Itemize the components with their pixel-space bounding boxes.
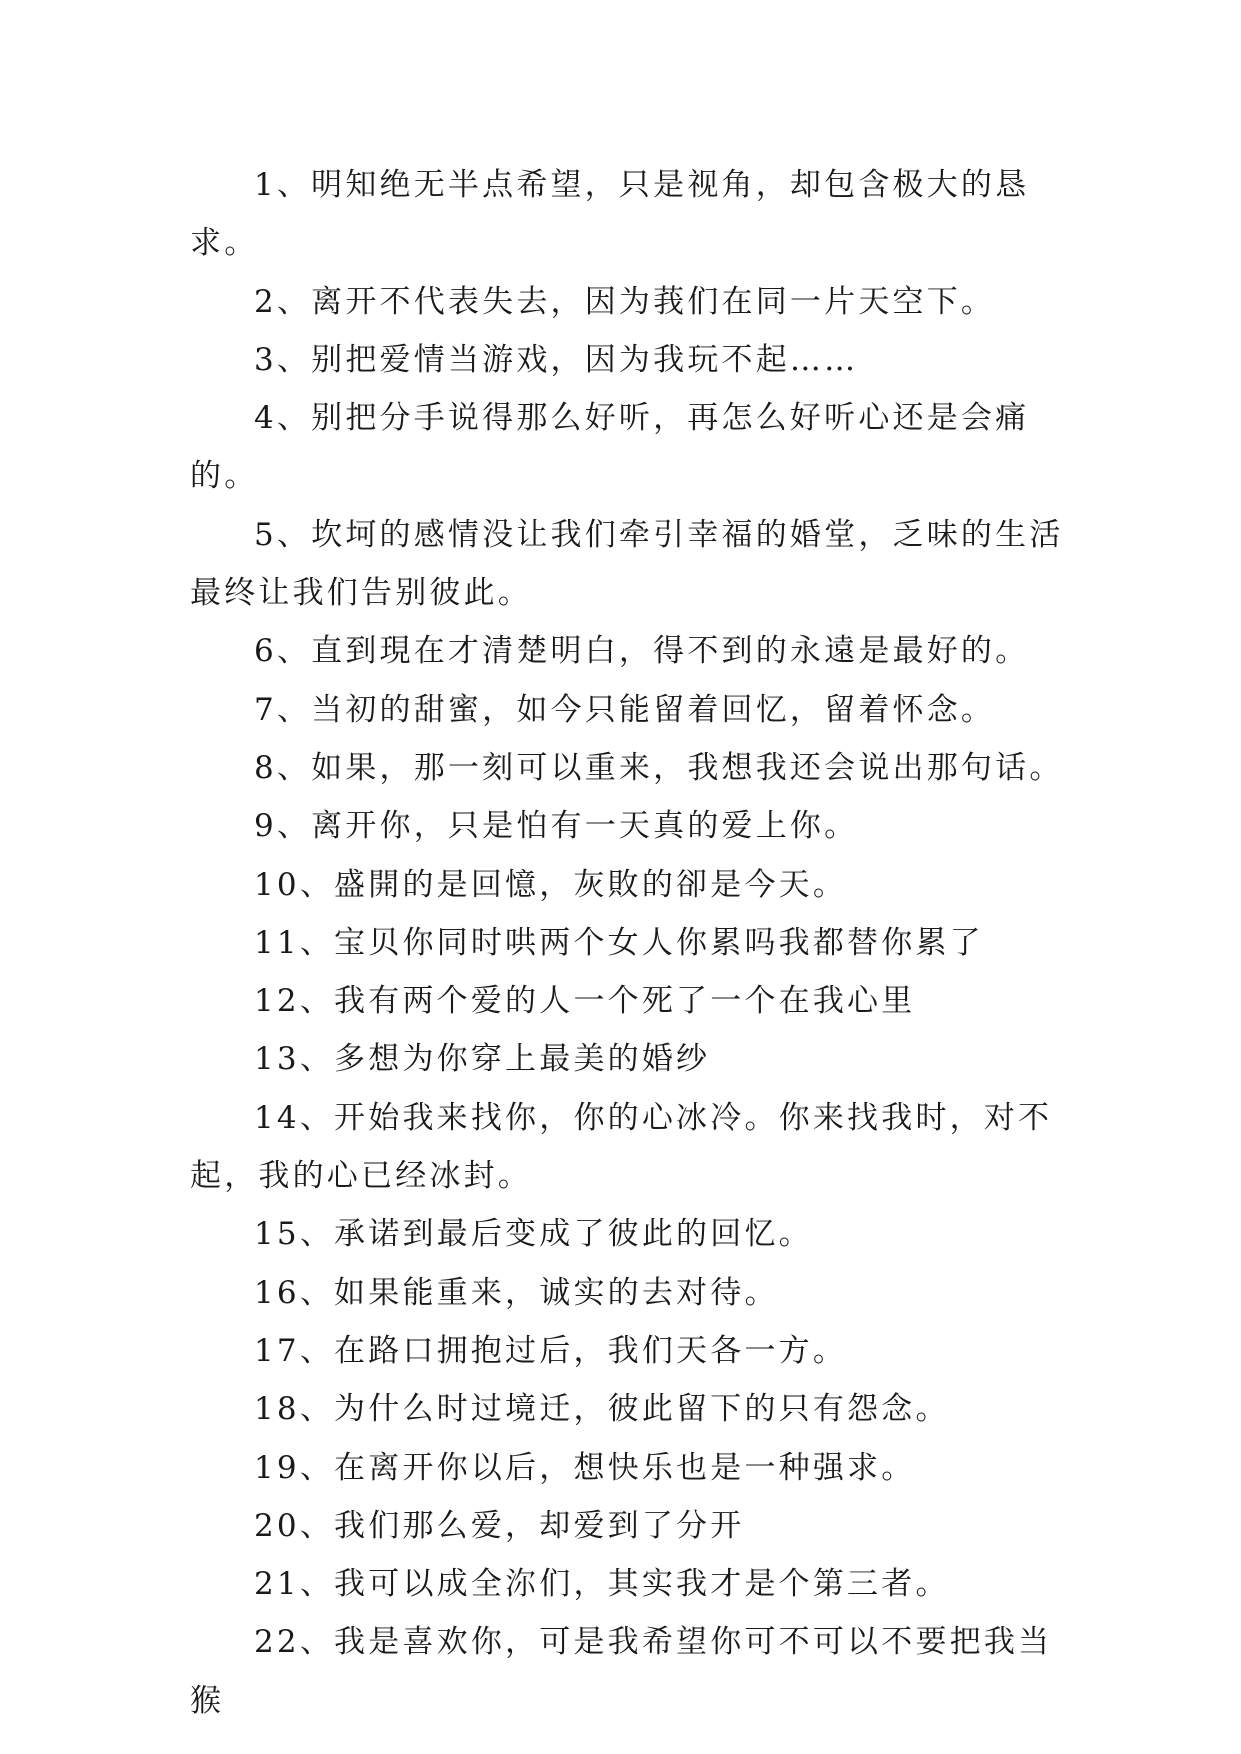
paragraph-4: 4、别把分手说得那么好听，再怎么好听心还是会痛的。 <box>190 400 1030 495</box>
paragraph-10: 10、盛開的是回憶，灰敗的卻是今天。 <box>254 866 848 903</box>
paragraph-19: 19、在离开你以后，想快乐也是一种强求。 <box>254 1449 916 1486</box>
paragraph-11: 11、宝贝你同时哄两个女人你累吗我都替你累了 <box>254 924 984 961</box>
paragraph-8: 8、如果，那一刻可以重来，我想我还会说出那句话。 <box>254 749 1064 786</box>
paragraph-9: 9、离开你，只是怕有一天真的爱上你。 <box>254 808 859 845</box>
paragraph-22: 22、我是喜欢你，可是我希望你可不可以不要把我当猴 <box>190 1624 1053 1719</box>
paragraph-7: 7、当初的甜蜜，如今只能留着回忆，留着怀念。 <box>254 691 996 728</box>
paragraph-21: 21、我可以成全沵们，其实我才是个第三者。 <box>254 1566 950 1603</box>
paragraph-17: 17、在路口拥抱过后，我们天各一方。 <box>254 1332 848 1369</box>
document-body <box>190 156 1070 1730</box>
paragraph-15: 15、承诺到最后变成了彼此的回忆。 <box>254 1216 813 1253</box>
paragraph-14: 14、开始我来找你，你的心冰冷。你来找我时，对不起，我的心已经冰封。 <box>190 1099 1053 1195</box>
paragraph-2: 2、离开不代表失去，因为莪们在同一片天空下。 <box>254 283 996 320</box>
paragraph-13: 13、多想为你穿上最美的婚纱 <box>254 1041 711 1078</box>
paragraph-6: 6、直到現在才清楚明白，得不到的永遠是最好的。 <box>254 633 1030 670</box>
paragraph-20: 20、我们那么爱，却爱到了分开 <box>254 1507 745 1544</box>
paragraph-1: 1、明知绝无半点希望，只是视角，却包含极大的恳求。 <box>190 167 1030 262</box>
paragraph-18: 18、为什么时过境迁，彼此留下的只有怨念。 <box>254 1391 950 1428</box>
paragraph-12: 12、我有两个爱的人一个死了一个在我心里 <box>254 983 916 1020</box>
paragraph-16: 16、如果能重来，诚实的去对待。 <box>254 1274 779 1311</box>
paragraph-3: 3、别把爱情当游戏，因为我玩不起…… <box>254 341 859 378</box>
paragraph-5: 5、坎坷的感情没让我们牵引幸福的婚堂，乏味的生活最终让我们告别彼此。 <box>190 516 1064 612</box>
